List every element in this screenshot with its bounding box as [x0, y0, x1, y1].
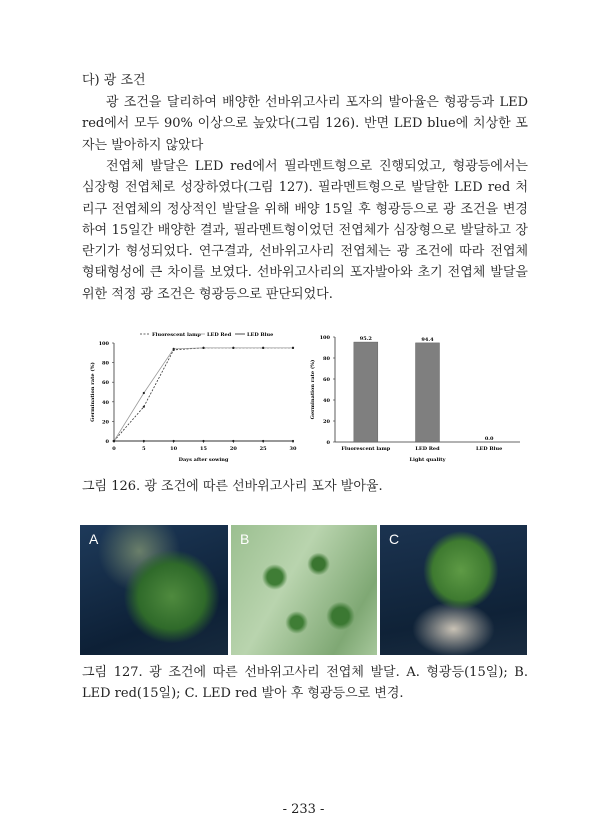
x-tick-label: 0 — [112, 446, 116, 452]
bar-value-label: 95.2 — [359, 336, 372, 343]
data-point — [202, 347, 204, 349]
photo-a-fluorescent — [80, 525, 228, 655]
x-tick-label: 25 — [259, 446, 267, 452]
data-point — [113, 440, 115, 442]
line-chart-germination-by-days — [85, 325, 305, 470]
data-point — [292, 440, 294, 442]
legend-label: LED Blue — [247, 332, 274, 338]
photo-label: B — [240, 531, 250, 547]
page-number: - 233 - — [282, 802, 325, 817]
photo-label: A — [89, 531, 99, 547]
data-point — [143, 406, 145, 408]
section-heading: 다) 광 조건 — [82, 73, 146, 88]
figure-126-caption: 그림 126. 광 조건에 따른 선바위고사리 포자 발아율. — [82, 479, 383, 494]
legend-label: Fluorescent lamp — [152, 332, 201, 338]
y-tick-label: 20 — [102, 419, 109, 426]
y-axis-title: Germination rate (%) — [310, 359, 316, 420]
photo-b-led-red — [231, 525, 377, 655]
paragraph-prothallus: 전엽체 발달은 LED red에서 필라멘트형으로 진행되었고, 형광등에서는 심장형 전엽체로 성장하였다(그림 127). 필라멘트형으로 발달한 LED red 처리구 전엽체의 정상적인 발달을 위해 배양 15일 후 형광등으로 광 조건을 변경하여 15일간 배양한 결과, 필라멘트형이었던 전엽체가 심장형으로 발달하고 장란기가 형성되었다. 연구결과, 선바위고사리 전엽체는 광 조건에 따라 전엽체 형태형성에 큰 차이를 보였다. 선바위고사리의 포자발아와 초기 전엽체 발달을 위한 적정 광 조건은 형광등으로 판단되었다. — [82, 159, 528, 302]
y-tick-label: 80 — [102, 360, 109, 367]
photo-c-led-red-then-fluorescent — [380, 525, 527, 655]
data-point — [232, 347, 234, 349]
bar-fluorescent-lamp — [354, 342, 378, 442]
y-tick-label: 40 — [102, 399, 109, 406]
bar-value-label: 94.4 — [421, 336, 434, 343]
x-axis-title: Days after sowing — [178, 457, 229, 463]
legend-label: LED Red — [207, 332, 232, 338]
x-tick-label: 15 — [200, 446, 207, 452]
x-axis-title: Light quality — [409, 457, 446, 463]
series-line-led-red — [114, 348, 293, 441]
data-point — [143, 440, 145, 442]
x-tick-label: 5 — [142, 446, 146, 452]
y-tick-label: 80 — [323, 356, 330, 362]
data-point — [292, 347, 294, 349]
y-tick-label: 0 — [326, 440, 330, 446]
x-tick-label: 30 — [289, 446, 297, 452]
y-tick-label: 40 — [323, 398, 330, 404]
data-point — [232, 440, 234, 442]
y-axis-title: Germination rate (%) — [90, 362, 96, 422]
y-tick-label: 20 — [323, 419, 330, 425]
y-tick-label: 60 — [102, 380, 109, 387]
y-tick-label: 100 — [319, 335, 330, 341]
x-tick-label: 20 — [229, 446, 237, 452]
data-point — [262, 347, 264, 349]
y-tick-label: 60 — [323, 377, 330, 383]
y-tick-label: 0 — [105, 439, 109, 445]
data-point — [262, 440, 264, 442]
bar-led-red — [416, 343, 440, 442]
data-point — [173, 440, 175, 442]
x-tick-label: 10 — [170, 446, 178, 452]
x-tick-label: LED Red — [415, 446, 440, 452]
bar-value-label: 0.0 — [484, 436, 494, 442]
photo-label: C — [389, 531, 400, 547]
bar-chart-germination-by-light — [305, 325, 525, 470]
x-tick-label: Fluorescent lamp — [341, 446, 391, 452]
series-line-fluorescent-lamp — [114, 348, 293, 441]
x-tick-label: LED Blue — [475, 446, 503, 452]
y-tick-label: 100 — [98, 341, 109, 347]
data-point — [143, 392, 145, 394]
data-point — [202, 440, 204, 442]
figure-127-caption: 그림 127. 광 조건에 따른 선바위고사리 전엽체 발달. A. 형광등(15일); B. LED red(15일); C. LED red 발아 후 형광등으로 변경. — [82, 665, 528, 701]
data-point — [173, 348, 175, 350]
paragraph-germination: 광 조건을 달리하여 배양한 선바위고사리 포자의 발아율은 형광등과 LED red에서 모두 90% 이상으로 높았다(그림 126). 반면 LED blue에 치상한 포자는 발아하지 않았다 — [82, 95, 528, 153]
